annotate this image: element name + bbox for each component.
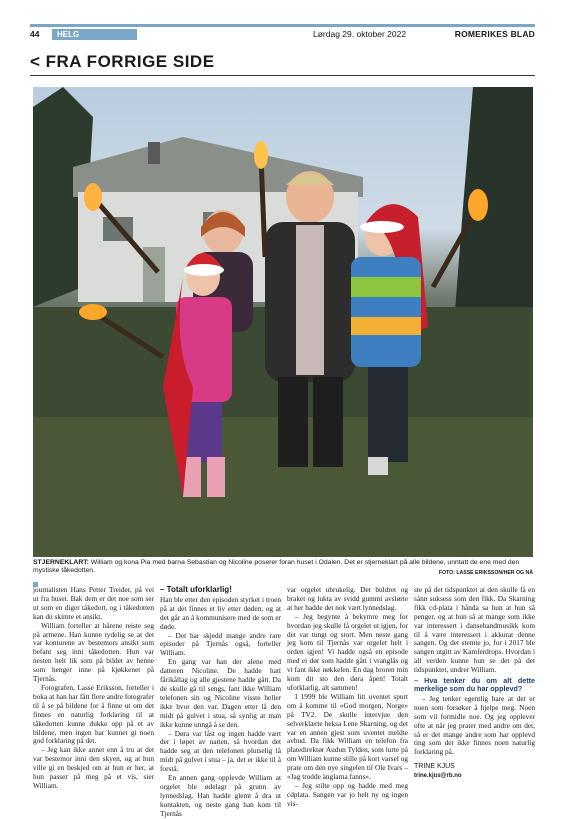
paragraph: I 1999 ble William litt uventet spurt om å komme til «God morgen, Norge» på TV2. De skulle intervjue den selverklærte heksa Lene Skarning, og det var en annen gjest som uventet meldte avbud. Da fikk William en telefon fra platedirektør Audun Tylden, som lurte på om William kunne stille på kort varsel og prate om den nye singelen til Ole Ivars – «Jag trodde änglarna fanns». [287,691,408,782]
paragraph: En annen gang opplevde William at orgelet ble ødelagt på grunn av lynnedslag. Han hadde glemt å dra ut kontakten, og neste gang han kom til Tjernås [160,773,281,818]
section-label: HELG [52,29,137,40]
paragraph: Fotografen, Lasse Eriksson, forteller i boka at han har fått flere andre fotografer til å se på bildene for å finne ut om det finnes en naturlig forklaring til at tåkedotten kunne dukke opp på et av bildene, men ingen har kunnet gi noen god forklaring på det. [33,682,154,746]
page-header [30,24,535,42]
paragraph: En gang var han der alene med datteren Nicoline. De hadde hatt fårikållag og alle gjestene hadde gått. Da de skulle gå til sengs, fant ikke William telefonen sin og Nicoline visste heller ikke hvor den var. Dagen etter lå den midt på gulvet i stua, så synlig at man ikke kunne unngå å se den. [160,657,281,729]
photo-credit: FOTO: LASSE ERIKSSON/HER OG NÅ [438,570,533,576]
byline-email[interactable]: trine.kjus@rb.no [414,773,462,780]
publication-name: ROMERIKES BLAD [454,29,535,39]
article-column-4 [414,586,535,781]
caption-text: William og kona Pia med barna Sebastian og Nicoline poserer foran huset i Odalen. Det er stjerneklart på alle bildene, unntatt de ene med den mystiske tåkedotten. [33,559,520,574]
question-subheading: – Hva tenker du om alt dette merkelige som du har opplevd? [414,676,535,694]
byline [414,763,535,781]
paragraph: – Jeg stilte opp og hadde med meg cdplata. Sangen var jo helt ny og ingen vis- [287,780,408,808]
continued-from-previous-page: < FRA FORRIGE SIDE [30,52,535,76]
article-column-2 [160,586,281,819]
paragraph: – Jeg begynte å bekymre meg for hvordan jeg skulle få orgelet ut igjen, for det var tungt og stort. Men neste gang jeg kom til Tjernås var orgelet helt i orden igjen! Vi hadde også en episode med ei dør som hadde gått i vranglås og vi fant ikke nøkkelen. En dag broren min kom dit sto den døra åpen! Totalt uforklarlig, alt sammen! [287,611,408,692]
subheading: – Totalt uforklarlig! [160,585,232,594]
issue-date: Lørdag 29. oktober 2022 [313,29,407,39]
paragraph: journalisten Hans Petter Treider, på vei ut fra huset. Bak dem er det noe som ser ut som en diger tåkedott, og i tåkedotten kan du skimte et ansikt. [33,585,154,621]
byline-name: TRINE KJUS [414,763,455,771]
page-number: 44 [30,29,40,39]
paragraph: ste på det tidspunktet at den skulle få en sånn suksess som den fikk. Da Skarning fikk cd-plata i hånda sa hun at hun så penger, og at hun så at mange som ikke var interessert i dansebandmusikk kom til å være interessert i akkurat denne sangen. Og det stemte jo, for i 2017 ble sangen utgitt av Kamferdrops. Hvordan i all verden kunne hun se det på det tidspunktet, undrer William. [414,585,535,675]
paragraph: – Det har skjedd mange andre rare episoder på Tjernås også, forteller William. [160,630,281,658]
paragraph: – Døra var låst og ingen hadde vært der i løpet av natten, så hvordan det hadde seg at den telefonen plutselig lå midt på gulvet i stua – ja, det er ikke til å forstå. [160,728,281,774]
caption-lead: STJERNEKLART: [33,559,89,566]
paragraph: William forteller at hårene reiste seg på armene. Han kunne tydelig se at det var konturene av bestemors ansikt som befant seg inni tåkedotten. Hun var nesten helt lik som på bildet av henne som henger inne på kjøkkenet på Tjernås. [33,620,154,684]
paragraph: – Jeg kan ikke annet enn å tru at det var bestemor inni den skyen, og at hun ville gi en beskjed om at hun er her, at hun passer på meg på et vis, sier William. [33,745,154,790]
article-column-3 [287,586,408,809]
family-photo-illustration [33,87,533,557]
family-photo [33,87,533,557]
article-column-1 [33,586,154,791]
paragraph: Han ble etter den episoden styrket i troen på at det finnes et liv etter døden, og at det går an å kommunisere med de som er døde. [160,594,281,631]
paragraph: var orgelet ubrukelig. Det buldret og braket og lukta av svidd gummi avslørte at her hadde det nok vært lynnedslag. [287,585,408,612]
paragraph: – Jeg tenker egentlig bare at det er noen som forsøker å hjelpe meg. Noen som vil formidle noe. Og jeg opplever ofte at når jeg prater med andre om det, så er det mange andre som har opplevd ting som det ikke finnes noen naturlig forklaring på. [414,693,535,757]
